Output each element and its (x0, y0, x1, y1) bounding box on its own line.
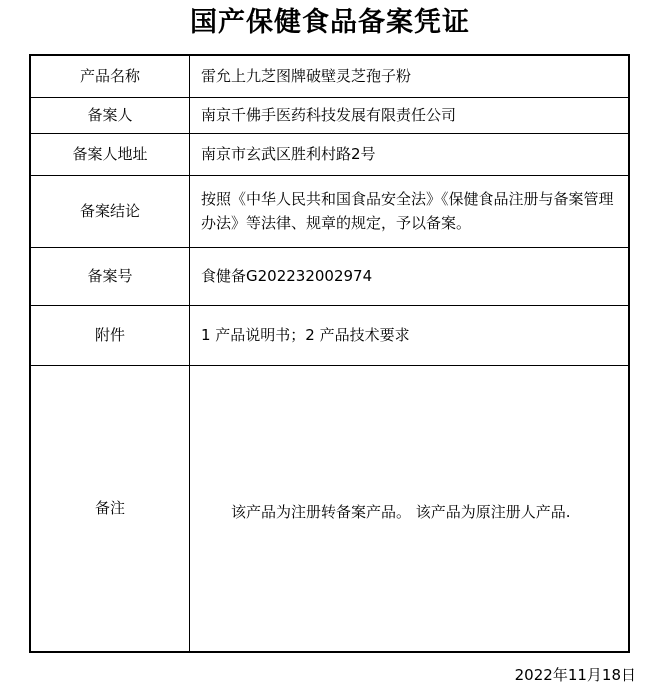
table-row (31, 56, 628, 97)
filer-label: 备案人 (31, 97, 190, 133)
table-row (31, 175, 628, 247)
product-name-label: 产品名称 (31, 56, 190, 97)
conclusion-value: 按照《中华人民共和国食品安全法》《保健食品注册与备案管理办法》等法律、规章的规定，予以备案。 (190, 175, 629, 247)
filer-value: 南京千佛手医药科技发展有限责任公司 (190, 97, 629, 133)
table-row (31, 133, 628, 175)
filer-address-value: 南京市玄武区胜利村路2号 (190, 133, 629, 175)
table-row (31, 305, 628, 365)
filer-address-label: 备案人地址 (31, 133, 190, 175)
conclusion-label: 备案结论 (31, 175, 190, 247)
attachments-label: 附件 (31, 305, 190, 365)
product-name-value: 雷允上九芝图牌破壁灵芝孢子粉 (190, 56, 629, 97)
record-number-label: 备案号 (31, 247, 190, 305)
record-table-frame (29, 54, 630, 653)
attachments-value: 1 产品说明书；2 产品技术要求 (190, 305, 629, 365)
record-table (31, 56, 628, 651)
document-title: 国产保健食品备案凭证 (190, 7, 470, 38)
issue-date: 2022年11月18日 (514, 666, 636, 684)
remarks-cell (190, 365, 629, 651)
remarks-label: 备注 (31, 365, 190, 651)
table-row (31, 365, 628, 651)
record-number-value: 食健备G202232002974 (190, 247, 629, 305)
remarks-value: 该产品为注册转备案产品。 该产品为原注册人产品. (231, 503, 571, 522)
table-row (31, 97, 628, 133)
table-row (31, 247, 628, 305)
